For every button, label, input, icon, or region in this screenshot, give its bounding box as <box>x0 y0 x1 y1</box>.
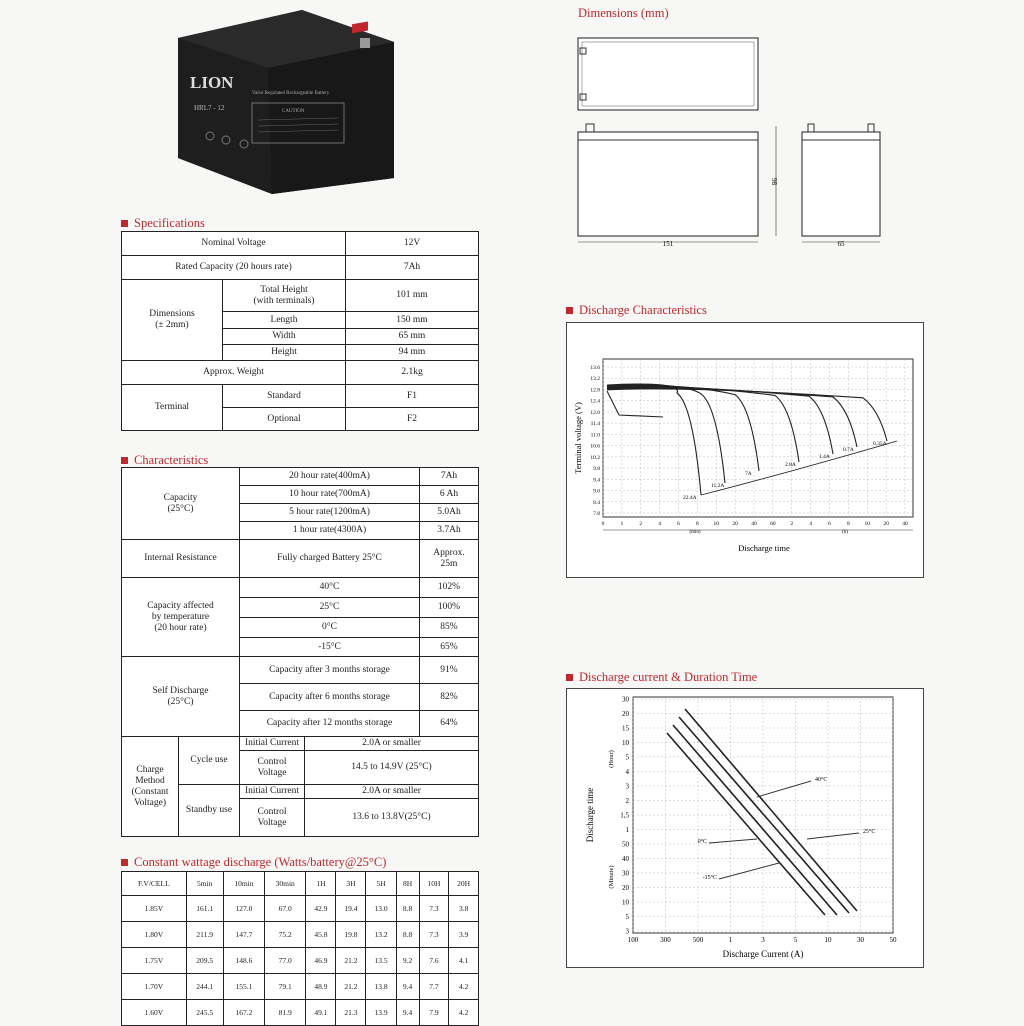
cw-cell: 8.8 <box>396 922 419 948</box>
x-tick-label: 100 <box>627 936 639 944</box>
dim-length: 151 <box>662 240 674 248</box>
cw-cell: 8.8 <box>396 896 419 922</box>
y-tick-label: 11.4 <box>590 421 600 428</box>
temp-row-value: 85% <box>420 618 479 638</box>
cw-cell: 13.5 <box>366 948 396 974</box>
cw-row <box>122 1000 479 1026</box>
capacity-row-value: 5.0Ah <box>420 504 479 522</box>
cw-cell: 7.7 <box>419 974 449 1000</box>
weight-value: 2.1kg <box>346 361 479 385</box>
spec-value: 12V <box>346 232 479 256</box>
dim-row-label: Total Height (with terminals) <box>223 280 346 312</box>
x-tick-label: 5 <box>793 936 798 944</box>
x-tick-label: 0 <box>601 521 605 527</box>
curve-label: 0.35A <box>873 441 887 447</box>
standby-use-label: Standby use <box>179 785 240 837</box>
x-tick-label: 10 <box>713 521 719 527</box>
cw-cell: 9.4 <box>396 974 419 1000</box>
cw-cell: 42.9 <box>306 896 336 922</box>
cw-header: 20H <box>449 872 479 896</box>
capacity-row-label: 20 hour rate(400mA) <box>240 468 420 486</box>
x-tick-label: 300 <box>660 936 671 944</box>
cw-cell: 7.3 <box>419 896 449 922</box>
cw-cell: 75.2 <box>265 922 306 948</box>
cw-cell: 7.6 <box>419 948 449 974</box>
sd-row-label: Capacity after 3 months storage <box>240 657 420 684</box>
characteristics-table <box>121 467 479 837</box>
cw-row <box>122 948 479 974</box>
y-tick-label: 4 <box>625 768 629 776</box>
x-tick-label: 2 <box>790 521 794 527</box>
battery-model: HRL7 - 12 <box>194 104 225 112</box>
y-tick-label: 12.0 <box>590 409 600 416</box>
sd-row-value: 91% <box>420 657 479 684</box>
cw-cell: 48.9 <box>306 974 336 1000</box>
dim-row-value: 65 mm <box>346 329 479 345</box>
curve-label: 1.4A <box>819 454 830 460</box>
x-axis-label: Discharge Current (A) <box>722 949 804 959</box>
capacity-row-value: 7Ah <box>420 468 479 486</box>
x-tick-label: 40 <box>751 521 757 527</box>
cw-header: 10min <box>223 872 264 896</box>
x-tick-label: 6 <box>677 521 680 527</box>
capacity-row-value: 6 Ah <box>420 486 479 504</box>
cw-cell: 19.4 <box>336 896 366 922</box>
x-tick-label: 60 <box>770 521 776 527</box>
cw-cell: 4.2 <box>449 974 479 1000</box>
control-voltage-label: Control Voltage <box>240 799 305 837</box>
y-tick-label: 40 <box>622 855 629 863</box>
discharge-current-title: Discharge current & Duration Time <box>566 670 757 685</box>
x-tick-label: 4 <box>809 521 812 527</box>
cw-cell: 46.9 <box>306 948 336 974</box>
self-discharge-label: Self Discharge (25°C) <box>122 657 240 737</box>
y-tick-label: 10.2 <box>590 454 600 461</box>
x-tick-label: 10 <box>824 936 832 944</box>
cw-cell: 1.80V <box>122 922 187 948</box>
cw-cell: 147.7 <box>223 922 264 948</box>
cw-cell: 244.1 <box>186 974 223 1000</box>
battery-brand: LION <box>190 73 234 92</box>
cw-cell: 1.70V <box>122 974 187 1000</box>
temp-row-label: 0°C <box>240 618 420 638</box>
cw-cell: 21.2 <box>336 948 366 974</box>
cw-cell: 9.4 <box>396 1000 419 1026</box>
temp-row-label: -15°C <box>240 638 420 657</box>
y-tick-label: 50 <box>622 840 629 849</box>
weight-label: Approx. Weight <box>122 361 346 385</box>
temp-label: Capacity affected by temperature (20 hour rate) <box>122 578 240 657</box>
dim-row-label: Width <box>223 329 346 345</box>
y-tick-label: 10.6 <box>590 443 600 450</box>
cw-header: 5H <box>366 872 396 896</box>
y-tick-label: 30 <box>622 695 629 704</box>
y-tick-label: 15 <box>622 724 629 733</box>
x-tick-label: 20 <box>883 521 889 527</box>
x-axis-label: Discharge time <box>738 543 790 553</box>
y-tick-label: 10 <box>622 898 629 907</box>
y-tick-label: 9.4 <box>593 477 600 484</box>
cw-cell: 167.2 <box>223 1000 264 1026</box>
temp-row-label: 40°C <box>240 578 420 598</box>
battery-image <box>172 8 400 196</box>
cw-cell: 161.1 <box>186 896 223 922</box>
curve-label: 7A <box>745 471 752 477</box>
cw-cell: 211.9 <box>186 922 223 948</box>
sd-row-label: Capacity after 12 months storage <box>240 711 420 737</box>
y-tick-label: 12.4 <box>590 398 600 405</box>
cw-cell: 4.1 <box>449 948 479 974</box>
y-tick-label: 7.8 <box>593 511 600 517</box>
temp-row-value: 102% <box>420 578 479 598</box>
discharge-current-chart <box>566 688 924 968</box>
standby-initial-current: 2.0A or smaller <box>305 785 479 799</box>
curve-label: 22.4A <box>683 495 697 501</box>
cw-cell: 79.1 <box>265 974 306 1000</box>
series-label: -15°C <box>702 875 717 881</box>
cw-cell: 81.9 <box>265 1000 306 1026</box>
cycle-use-label: Cycle use <box>179 737 240 785</box>
cw-cell: 127.0 <box>223 896 264 922</box>
initial-current-label: Initial Current <box>240 785 305 799</box>
dim-width: 65 <box>837 240 845 248</box>
min-label: (min) <box>689 530 701 535</box>
cw-cell: 21.2 <box>336 974 366 1000</box>
cw-header: 1H <box>306 872 336 896</box>
cw-cell: 13.0 <box>366 896 396 922</box>
cw-cell: 49.1 <box>306 1000 336 1026</box>
y-tick-label: 5 <box>625 913 629 921</box>
minute-unit-label: (Minute) <box>608 865 615 889</box>
spec-value: 7Ah <box>346 256 479 280</box>
cw-header: 5min <box>186 872 223 896</box>
y-tick-label: 12.8 <box>590 387 600 394</box>
x-tick-label: 500 <box>692 936 704 944</box>
dim-row-value: 101 mm <box>346 280 479 312</box>
spec-label: Nominal Voltage <box>122 232 346 256</box>
y-tick-label: 10 <box>622 739 629 747</box>
y-tick-label: 1 <box>625 826 629 834</box>
initial-current-label: Initial Current <box>240 737 305 751</box>
y-tick-label: 3 <box>625 782 629 791</box>
dim-height: 98 <box>770 178 778 185</box>
cw-row <box>122 896 479 922</box>
x-tick-label: 4 <box>658 521 661 527</box>
terminal-label: Terminal <box>122 385 223 431</box>
standby-control-voltage: 13.6 to 13.8V(25°C) <box>305 799 479 837</box>
cw-row <box>122 922 479 948</box>
cw-header: 3H <box>336 872 366 896</box>
cw-cell: 7.3 <box>419 922 449 948</box>
specifications-table <box>121 231 479 431</box>
ir-value: Approx. 25m <box>420 540 479 578</box>
terminal-row-value: F2 <box>346 408 479 431</box>
cw-row <box>122 974 479 1000</box>
x-tick-label: 1 <box>620 521 624 527</box>
series-label: 25°C <box>863 829 876 835</box>
dimensions-title: Dimensions (mm) <box>578 6 669 20</box>
x-tick-label: 2 <box>639 521 643 527</box>
charge-method-label: Charge Method (Constant Voltage) <box>122 737 179 837</box>
ir-condition: Fully charged Battery 25°C <box>240 540 420 578</box>
y-tick-label: 11.0 <box>590 432 600 439</box>
y-tick-label: 9.8 <box>593 466 600 473</box>
y-tick-label: 13.2 <box>590 376 600 383</box>
cw-header: 10H <box>419 872 449 896</box>
cw-cell: 21.3 <box>336 1000 366 1026</box>
dim-row-value: 150 mm <box>346 312 479 329</box>
x-tick-label: 40 <box>902 521 908 527</box>
plot-area <box>603 359 913 517</box>
series-label: 40°C <box>815 777 828 783</box>
dim-row-label: Height <box>223 345 346 361</box>
sd-row-label: Capacity after 6 months storage <box>240 684 420 711</box>
y-tick-label: 9.0 <box>593 488 600 495</box>
y-tick-label: 5 <box>625 753 629 762</box>
y-tick-label: 13.6 <box>590 365 600 371</box>
capacity-label: Capacity (25°C) <box>122 468 240 540</box>
cw-cell: 77.0 <box>265 948 306 974</box>
y-axis-label: Discharge time <box>585 787 595 843</box>
curve-label: 2.8A <box>785 462 796 468</box>
cw-header: 30min <box>265 872 306 896</box>
sd-row-value: 82% <box>420 684 479 711</box>
capacity-row-value: 3.7Ah <box>420 522 479 540</box>
series-label: 0°C <box>697 839 707 845</box>
hour-unit-label: (Hour) <box>608 750 615 768</box>
dim-row-label: Length <box>223 312 346 329</box>
characteristics-title: Characteristics <box>121 453 208 468</box>
y-tick-label: 2 <box>625 797 629 805</box>
curve-label: 0.7A <box>843 447 854 453</box>
terminal-row-label: Optional <box>223 408 346 431</box>
cw-cell: 209.5 <box>186 948 223 974</box>
x-tick-label: 8 <box>696 521 699 527</box>
sd-row-value: 64% <box>420 711 479 737</box>
cycle-control-voltage: 14.5 to 14.9V (25°C) <box>305 751 479 785</box>
cw-cell: 155.1 <box>223 974 264 1000</box>
y-axis-label: Terminal voltage (V) <box>573 402 583 474</box>
control-voltage-label: Control Voltage <box>240 751 305 785</box>
y-tick-label: 3 <box>625 927 629 936</box>
cw-cell: 45.8 <box>306 922 336 948</box>
cw-cell: 13.2 <box>366 922 396 948</box>
cw-cell: 3.9 <box>449 922 479 948</box>
hour-label: (h) <box>842 530 848 535</box>
terminal-row-label: Standard <box>223 385 346 408</box>
curve-label: 11.2A <box>711 483 725 489</box>
x-tick-label: 10 <box>864 521 870 527</box>
cw-cell: 1.75V <box>122 948 187 974</box>
temp-row-label: 25°C <box>240 598 420 618</box>
temp-row-value: 65% <box>420 638 479 657</box>
ir-label: Internal Resistance <box>122 540 240 578</box>
cw-cell: 7.9 <box>419 1000 449 1026</box>
x-tick-label: 20 <box>732 521 738 527</box>
specifications-title: Specifications <box>121 216 205 231</box>
y-tick-label: 8.4 <box>593 499 600 506</box>
cw-cell: 67.0 <box>265 896 306 922</box>
dim-row-value: 94 mm <box>346 345 479 361</box>
cw-cell: 13.8 <box>366 974 396 1000</box>
temp-row-value: 100% <box>420 598 479 618</box>
y-tick-label: 20 <box>622 710 629 718</box>
dimensions-drawing <box>572 28 892 250</box>
x-tick-label: 30 <box>857 936 864 944</box>
battery-caution: CAUTION <box>282 109 305 114</box>
cw-cell: 13.9 <box>366 1000 396 1026</box>
cw-header: F.V/CELL <box>122 872 187 896</box>
cycle-initial-current: 2.0A or smaller <box>305 737 479 751</box>
y-tick-label: 1,5 <box>620 811 629 820</box>
constant-wattage-table <box>121 871 479 1026</box>
y-tick-label: 30 <box>622 869 629 878</box>
cw-cell: 3.8 <box>449 896 479 922</box>
capacity-row-label: 5 hour rate(1200mA) <box>240 504 420 522</box>
discharge-char-chart <box>566 322 924 578</box>
cw-cell: 245.5 <box>186 1000 223 1026</box>
x-tick-label: 8 <box>847 521 850 527</box>
cw-cell: 1.60V <box>122 1000 187 1026</box>
x-tick-label: 6 <box>828 521 831 527</box>
capacity-row-label: 10 hour rate(700mA) <box>240 486 420 504</box>
cw-cell: 9.2 <box>396 948 419 974</box>
cw-header: 8H <box>396 872 419 896</box>
x-tick-label: 50 <box>889 936 897 944</box>
cw-cell: 19.8 <box>336 922 366 948</box>
battery-label: Valve Regulated Rechargeable Battery <box>252 91 330 96</box>
x-tick-label: 3 <box>761 936 765 944</box>
capacity-row-label: 1 hour rate(4300A) <box>240 522 420 540</box>
cw-cell: 1.85V <box>122 896 187 922</box>
discharge-char-title: Discharge Characteristics <box>566 303 707 318</box>
spec-label: Rated Capacity (20 hours rate) <box>122 256 346 280</box>
constant-wattage-title: Constant wattage discharge (Watts/battery@25°C) <box>121 855 386 870</box>
cw-cell: 4.2 <box>449 1000 479 1026</box>
x-tick-label: 1 <box>728 936 733 944</box>
cw-cell: 148.6 <box>223 948 264 974</box>
terminal-row-value: F1 <box>346 385 479 408</box>
y-tick-label: 20 <box>622 884 629 892</box>
dimensions-label: Dimensions (± 2mm) <box>122 280 223 361</box>
